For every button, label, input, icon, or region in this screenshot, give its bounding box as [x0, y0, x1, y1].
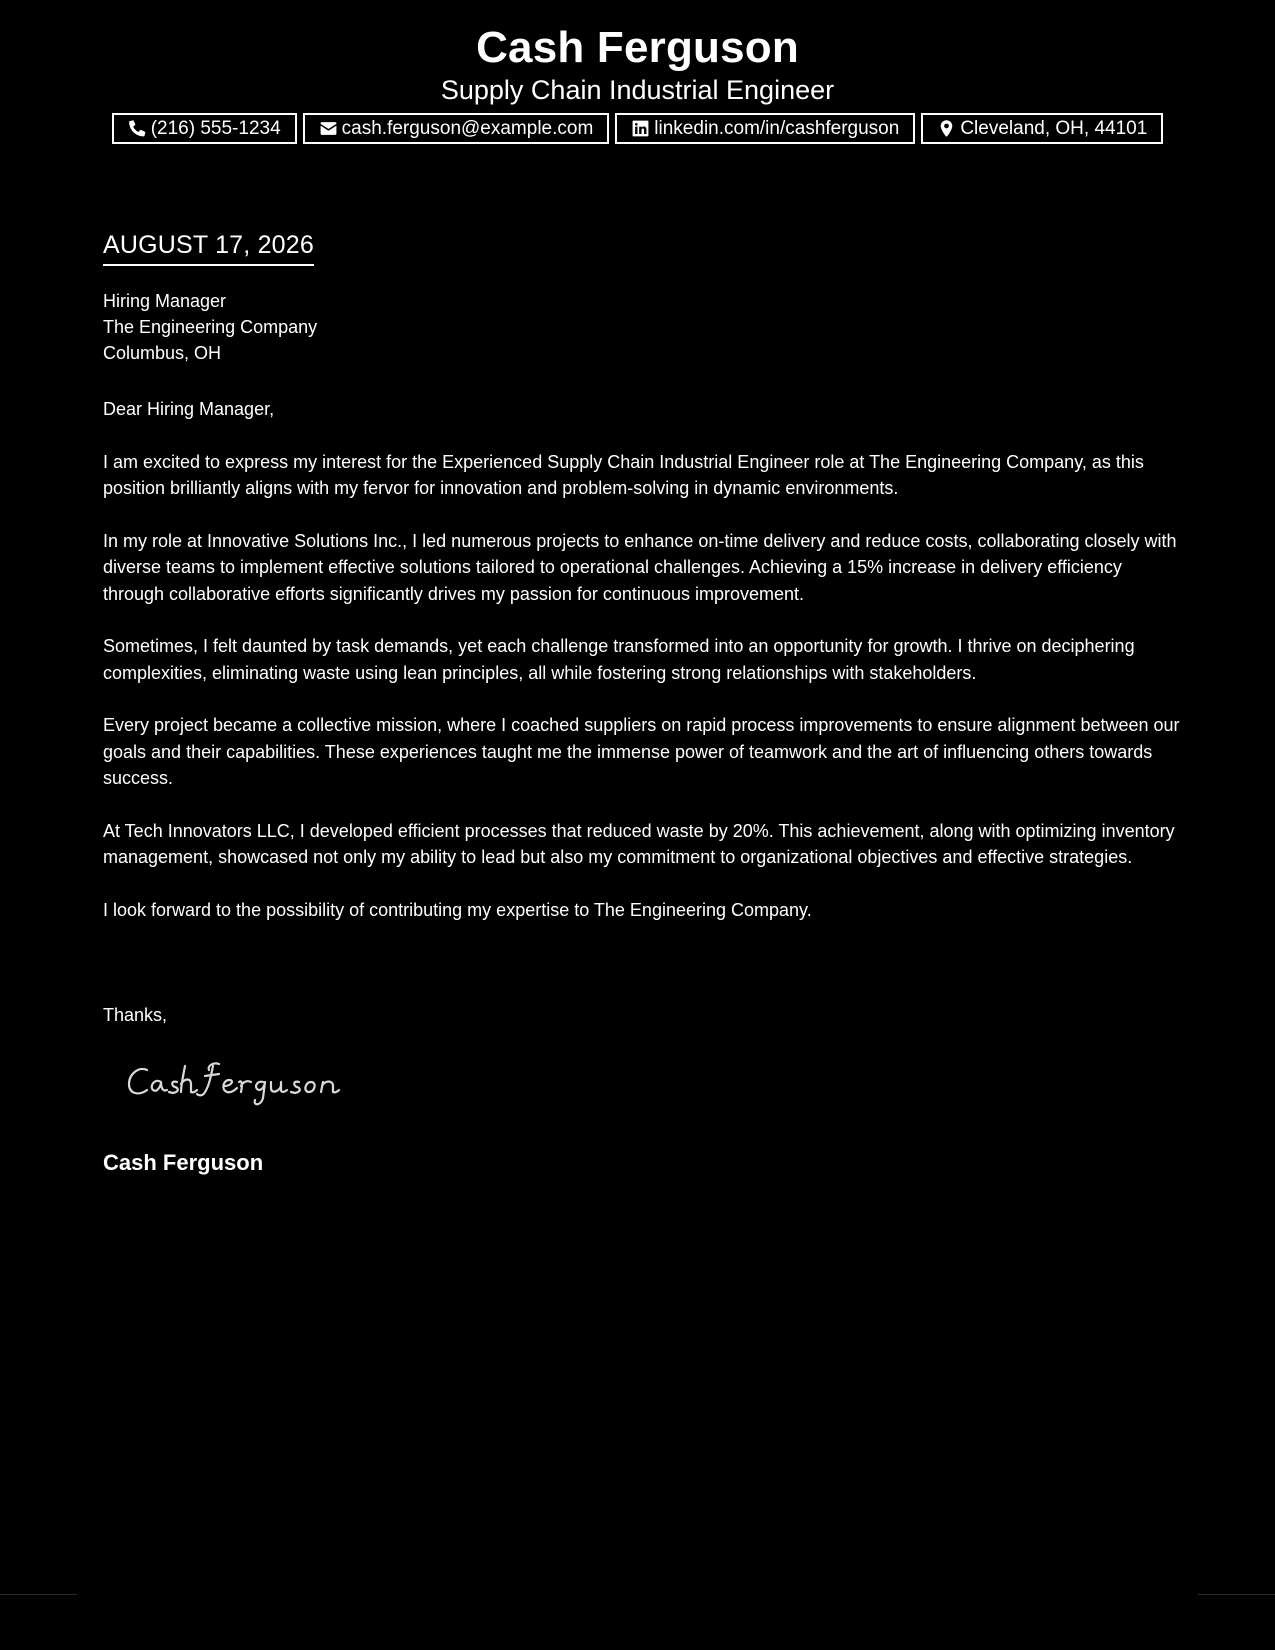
recipient-line: The Engineering Company	[103, 317, 318, 337]
applicant-name: Cash Ferguson	[476, 23, 799, 72]
phone-text: (216) 555-1234	[150, 117, 281, 139]
letter-date: AUGUST 17, 2026	[103, 228, 314, 266]
footer-divider-left	[0, 1594, 77, 1595]
recipient-line: Hiring Manager	[103, 291, 227, 311]
map-marker-icon	[937, 119, 956, 138]
linkedin-text: linkedin.com/in/cashferguson	[654, 117, 900, 139]
recipient-line: Columbus, OH	[103, 343, 222, 363]
linkedin-icon	[631, 119, 650, 138]
contact-bar	[0, 113, 1275, 144]
body-paragraph: Every project became a collective mission, where I coached suppliers on rapid process improvements to ensure alignment between our goals and their capabilities. These experiences taught me the immense power of teamwork and the art of influencing others towards success.	[103, 715, 1180, 788]
phone-chip[interactable]	[112, 113, 297, 144]
applicant-title: Supply Chain Industrial Engineer	[440, 75, 835, 105]
signature-image	[121, 1052, 381, 1112]
letter-body	[103, 396, 1183, 949]
body-paragraph: I am excited to express my interest for the Experienced Supply Chain Industrial Engineer role at The Engineering Company, as this position brilliantly aligns with my fervor for innovation and problem-solving in dynamic environments.	[103, 451, 1144, 498]
location-text: Cleveland, OH, 44101	[960, 117, 1148, 139]
salutation: Dear Hiring Manager,	[103, 399, 275, 419]
location-chip[interactable]	[921, 113, 1163, 144]
linkedin-chip[interactable]	[615, 113, 915, 144]
email-chip[interactable]	[303, 113, 610, 144]
envelope-icon	[319, 119, 338, 138]
footer-divider-right	[1198, 1594, 1275, 1595]
body-paragraph: Sometimes, I felt daunted by task demands, yet each challenge transformed into an opportunity for growth. I thrive on deciphering complexities, eliminating waste using lean principles, all while fostering strong relationships with stakeholders.	[103, 636, 1135, 683]
phone-icon	[128, 119, 147, 138]
recipient-block	[103, 288, 317, 366]
body-paragraph: I look forward to the possibility of contributing my expertise to The Engineering Company.	[103, 899, 812, 920]
body-paragraph: At Tech Innovators LLC, I developed efficient processes that reduced waste by 20%. This achievement, along with optimizing inventory management, showcased not only my ability to lead but also my commitment to organizational objectives and effective strategies.	[103, 820, 1175, 867]
email-text: cash.ferguson@example.com	[341, 117, 594, 139]
signer-name: Cash Ferguson	[103, 1150, 264, 1175]
closing-text: Thanks,	[103, 1005, 168, 1025]
body-paragraph: In my role at Innovative Solutions Inc., I led numerous projects to enhance on-time delivery and reduce costs, collaborating closely with diverse teams to implement effective solutions tailored to operational challenges. Achieving a 15% increase in delivery efficiency through collaborative efforts significantly drives my passion for continuous improvement.	[103, 530, 1177, 604]
